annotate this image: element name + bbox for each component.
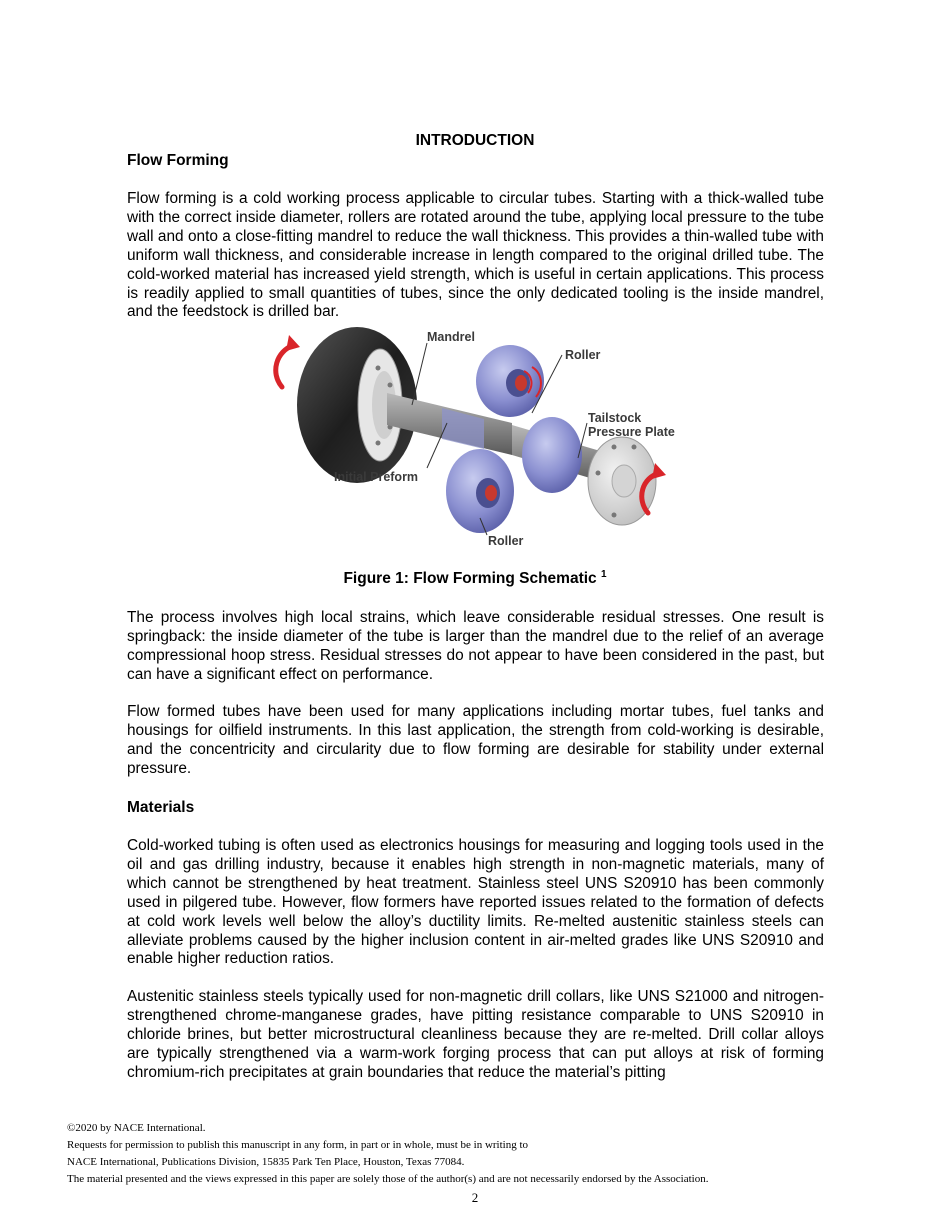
label-roller-top: Roller xyxy=(565,348,601,362)
paragraph-flow-forming-intro: Flow forming is a cold working process applicable to circular tubes. Starting with a thick-walled tube with the correct inside diameter, rollers are rotated around the tube, applying local pressure to the tube wall and onto a close-fitting mandrel to reduce the wall thickness. This provides a thin-walled tube with uniform wall thickness, and considerable increase in length compared to the original drilled tube. The cold-worked material has increased yield strength, which is useful in certain applications. This process is readily applied to small quantities of tubes, since the only dedicated tooling is the inside mandrel, and the feedstock is drilled bar. xyxy=(127,190,824,321)
page-number: 2 xyxy=(471,1190,479,1205)
roller-bottom xyxy=(446,449,514,533)
flow-forming-schematic xyxy=(262,323,682,551)
paragraph-materials-1: Cold-worked tubing is often used as electronics housings for measuring and logging tools used in the oil and gas drilling industry, because it enables high strength in non-magnetic materials, many of which cannot be strengthened by heat treatment. Stainless steel UNS S20910 has been commonly used in pilgered tube. However, flow formers have reported issues related to the formation of defects at cold work levels well below the alloy’s ductility limits. Re-melted austenitic stainless steels can alleviate problems caused by the higher inclusion content in air-melted grades like UNS S20910 and enable higher reduction ratios. xyxy=(127,837,824,968)
footer-line-4: The material presented and the views expressed in this paper are solely those of the author(s) and are not necessarily endorsed by the Association. xyxy=(67,1173,709,1185)
paragraph-materials-2: Austenitic stainless steels typically used for non-magnetic drill collars, like UNS S21000 and nitrogen-strengthened chrome-manganese grades, have pitting resistance comparable to UNS S20910 in chloride brines, but better microstructural cleanliness because they are re-melted. Drill collar alloys are typically strengthened via a warm-work forging process that can put alloys at risk of forming chromium-rich precipitates at grain boundaries that reduce the material’s pitting xyxy=(127,988,824,1081)
figure-caption-reference: 1 xyxy=(600,569,607,580)
heading-flow-forming: Flow Forming xyxy=(127,152,229,169)
figure-caption xyxy=(0,569,950,588)
label-mandrel: Mandrel xyxy=(427,330,475,344)
paragraph-applications: Flow formed tubes have been used for many applications including mortar tubes, fuel tanks and housings for oilfield instruments. In this last application, the strength from cold-working is desirable, and the concentricity and circularity due to flow forming are desirable for stability under external pressure. xyxy=(127,703,824,777)
label-tailstock-line1: Tailstock xyxy=(588,411,642,425)
label-tailstock-line2: Pressure Plate xyxy=(588,425,675,439)
paragraph-residual-stress: The process involves high local strains, which leave considerable residual stresses. One result is springback: the inside diameter of the tube is larger than the mandrel due to the relief of an average compressional hoop stress. Residual stresses do not appear to have been considered in the past, but can have a significant effect on performance. xyxy=(127,609,824,683)
roller-middle xyxy=(522,417,582,493)
label-roller-bottom: Roller xyxy=(488,534,524,548)
heading-materials: Materials xyxy=(127,799,195,816)
footer-line-2: Requests for permission to publish this manuscript in any form, in part or in whole, must be in writing to xyxy=(67,1139,529,1151)
footer-line-1: ©2020 by NACE International. xyxy=(67,1122,206,1134)
roller-top xyxy=(476,345,544,417)
label-initial-preform: Initial Preform xyxy=(334,470,419,484)
rotation-arrow-left-icon xyxy=(276,335,300,387)
copyright-footer xyxy=(67,1120,867,1188)
footer-line-3: NACE International, Publications Division, 15835 Park Ten Place, Houston, Texas 77084. xyxy=(67,1156,465,1168)
figure-caption-text: Figure 1: Flow Forming Schematic xyxy=(343,570,601,588)
section-title: INTRODUCTION xyxy=(415,132,535,149)
